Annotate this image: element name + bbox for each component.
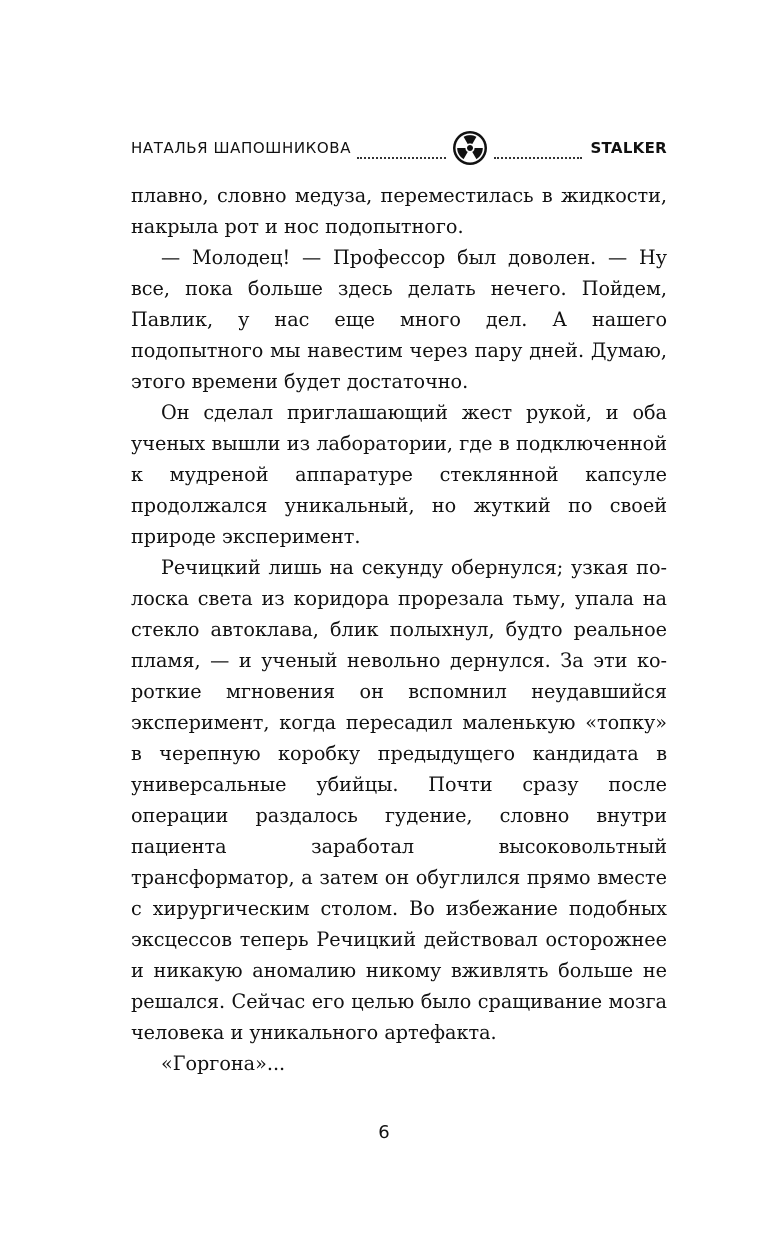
radiation-hazard-icon — [452, 130, 488, 166]
paragraph: «Горгона»... — [161, 1052, 286, 1075]
page-number: 6 — [378, 1122, 390, 1143]
body-text — [131, 180, 667, 1079]
running-head — [131, 128, 667, 168]
paragraph: Речицкий лишь на секунду обернулся; узкая полоска света из коридора прорезала тьму, упала на стекло автоклава, блик полыхнул, будто реальное пламя, — и ученый невольно дернулся. За эти короткие мгновения он вспомнил неудавшийся эксперимент, когда пересадил маленькую «топку» в черепную коробку предыдущего кандидата в универсальные убийцы. Почти сразу после операции раздалось гудение, словно внутри пациента заработал высоковольтный трансформатор, а затем он обуглился прямо вместе с хирургическим столом. Во избежание подобных эксцессов теперь Речицкий действовал осторожнее и никакую аномалию никому вживлять больше не решался. Сейчас его целью было сращивание мозга человека и уникального артефакта. — [131, 556, 667, 1044]
paragraph: — Молодец! — Профессор был доволен. — Ну все, пока больше здесь делать нечего. Пойдем, Павлик, у нас еще много дел. А нашего подопытного мы навестим через пару дней. Думаю, этого времени будет достаточно. — [131, 246, 667, 393]
paragraph: плавно, словно медуза, переместилась в жидкости, накрыла рот и нос подопытного. — [131, 184, 667, 238]
series-title: STALKER — [590, 139, 667, 157]
author-name: НАТАЛЬЯ ШАПОШНИКОВА — [131, 139, 352, 157]
dotted-leader-left — [357, 157, 446, 159]
paragraph: Он сделал приглашающий жест рукой, и оба ученых вышли из лаборатории, где в подключенной к мудреной аппаратуре стеклянной капсуле продолжался уникальный, но жуткий по своей природе эксперимент. — [131, 401, 667, 548]
dotted-leader-right — [494, 157, 583, 159]
